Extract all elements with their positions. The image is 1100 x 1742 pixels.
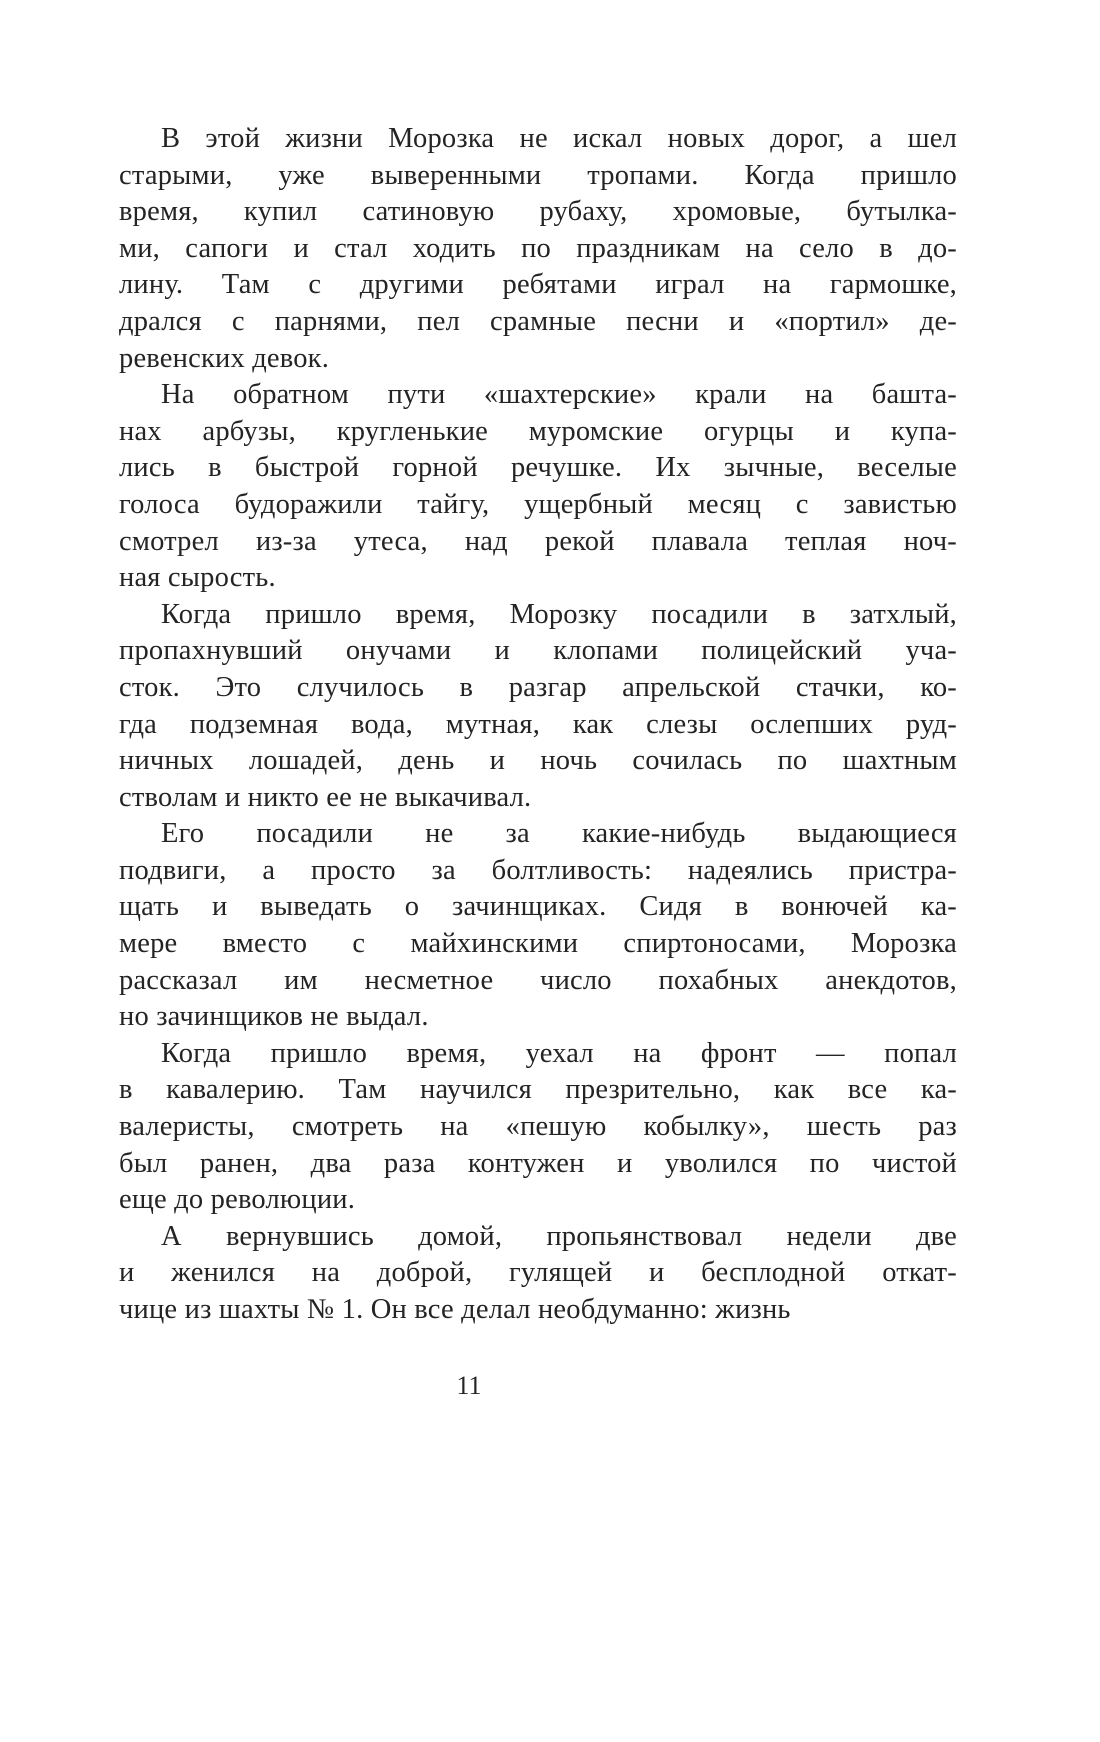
text-line: пропахнувший онучами и клопами полицейский уча- <box>119 635 957 667</box>
text-line: рассказал им несметное число похабных анекдотов, <box>119 964 957 996</box>
paragraph <box>119 597 957 817</box>
text-line: лину. Там с другими ребятами играл на гармошке, <box>119 269 957 301</box>
paragraph <box>119 121 957 377</box>
text-line: мере вместо с майхинскими спиртоносами, Морозка <box>119 928 957 960</box>
page-number: 11 <box>456 1371 482 1400</box>
text-line: лись в быстрой горной речушке. Их зычные, веселые <box>119 452 957 484</box>
text-line: ревенских девок. <box>119 342 330 374</box>
text-line: время, купил сатиновую рубаху, хромовые, бутылка- <box>119 196 957 228</box>
text-line: Когда пришло время, уехал на фронт — попал <box>161 1037 957 1069</box>
text-line: подвиги, а просто за болтливость: надеялись пристра- <box>119 854 957 886</box>
text-line: щать и выведать о зачинщиках. Сидя в вонючей ка- <box>119 891 957 923</box>
text-line: сток. Это случилось в разгар апрельской стачки, ко- <box>119 671 957 703</box>
text-line: голоса будоражили тайгу, ущербный месяц с завистью <box>119 488 957 520</box>
text-line: чице из шахты № 1. Он все делал необдуманно: жизнь <box>119 1294 791 1325</box>
text-line: дрался с парнями, пел срамные песни и «портил» де- <box>119 305 957 337</box>
paragraph <box>119 816 957 1036</box>
text-line: Его посадили не за какие-нибудь выдающиеся <box>161 818 957 850</box>
text-line: гда подземная вода, мутная, как слезы ослепших руд- <box>119 708 957 740</box>
text-line: был ранен, два раза контужен и уволился по чистой <box>119 1147 957 1179</box>
page-text <box>119 121 957 1329</box>
text-line: валеристы, смотреть на «пешую кобылку», шесть раз <box>119 1111 957 1143</box>
text-line: Когда пришло время, Морозку посадили в затхлый, <box>161 598 957 630</box>
text-line: в кавалерию. Там научился презрительно, как все ка- <box>119 1074 957 1106</box>
text-line: но зачинщиков не выдал. <box>119 1001 429 1033</box>
text-line: ми, сапоги и стал ходить по праздникам на село в до- <box>119 232 957 264</box>
text-line: еще до революции. <box>119 1184 356 1216</box>
text-line: А вернувшись домой, пропьянствовал недели две <box>161 1220 957 1252</box>
paragraph <box>119 377 957 597</box>
paragraph <box>119 1036 957 1219</box>
text-line: ничных лошадей, день и ночь сочилась по шахтным <box>119 745 957 777</box>
text-line: стволам и никто ее не выкачивал. <box>119 781 532 813</box>
text-line: старыми, уже выверенными тропами. Когда пришло <box>119 159 957 191</box>
text-line: и женился на доброй, гулящей и бесплодной откат- <box>119 1257 957 1289</box>
text-line: нах арбузы, кругленькие муромские огурцы и купа- <box>119 415 957 447</box>
text-line: ная сырость. <box>119 562 276 594</box>
text-line: смотрел из-за утеса, над рекой плавала теплая ноч- <box>119 525 957 557</box>
paragraph <box>119 1219 957 1329</box>
text-line: На обратном пути «шахтерские» крали на башта- <box>161 379 957 411</box>
text-line: В этой жизни Морозка не искал новых дорог, а шел <box>161 123 957 154</box>
